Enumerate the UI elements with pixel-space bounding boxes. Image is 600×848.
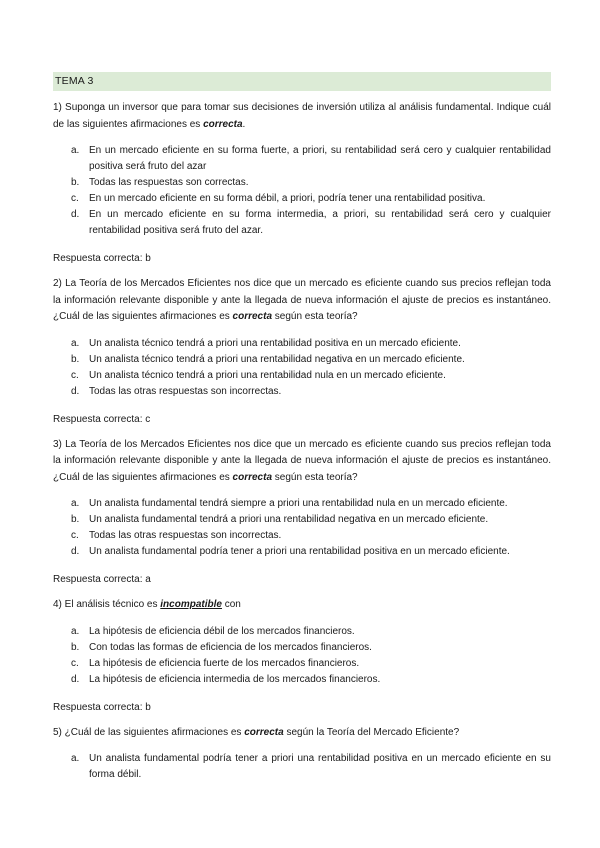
option-item: a. Un analista técnico tendrá a priori una rentabilidad positiva en un mercado eficiente.	[71, 337, 461, 349]
answer-text: Respuesta correcta: c	[53, 413, 151, 425]
question-text: 1) Suponga un inversor que para tomar sus decisiones de inversión utiliza al análisis fundamental. Indique cuál de las siguientes afirmaciones es correcta.	[53, 102, 551, 130]
question-block	[53, 725, 551, 784]
option-item: b. Un analista fundamental tendrá a priori una rentabilidad negativa en un mercado eficiente.	[71, 514, 489, 525]
options-list	[53, 143, 551, 239]
question-block	[53, 100, 551, 267]
answer-text: Respuesta correcta: b	[53, 701, 151, 713]
options-list	[53, 336, 551, 400]
option-item: a. Un analista fundamental podría tener a priori una rentabilidad positiva en un mercado eficiente en su forma débil.	[71, 753, 551, 780]
option-item: b. Todas las respuestas son correctas.	[71, 177, 249, 188]
option-item: d. Un analista fundamental podría tener a priori una rentabilidad positiva en un mercado eficiente.	[71, 546, 510, 557]
document-page	[53, 72, 551, 783]
option-item: c. Un analista técnico tendrá a priori una rentabilidad nula en un mercado eficiente.	[71, 369, 446, 381]
question-block	[53, 437, 551, 589]
option-item: d. En un mercado eficiente en su forma intermedia, a priori, su rentabilidad será cero y cualquier rentabilidad positiva será fruto del azar.	[71, 209, 551, 236]
question-block	[53, 276, 551, 428]
question-text: 3) La Teoría de los Mercados Eficientes nos dice que un mercado es eficiente cuando sus precios reflejan toda la información relevante disponible y ante la llegada de nueva información el ajuste de precios es instantáneo. ¿Cuál de las siguientes afirmaciones es correcta según esta teoría?	[53, 438, 551, 483]
question-text: 2) La Teoría de los Mercados Eficientes nos dice que un mercado es eficiente cuando sus precios reflejan toda la información relevante disponible y ante la llegada de nueva información el ajuste de precios es instantáneo. ¿Cuál de las siguientes afirmaciones es correcta según esta teoría?	[53, 278, 551, 322]
options-list	[53, 751, 551, 783]
emphasis-text: correcta	[244, 726, 284, 738]
section-title: TEMA 3	[53, 72, 551, 91]
answer-text: Respuesta correcta: b	[53, 253, 151, 264]
emphasis-text: correcta	[232, 311, 272, 322]
answer-text: Respuesta correcta: a	[53, 574, 151, 585]
option-item: a. En un mercado eficiente en su forma fuerte, a priori, su rentabilidad será cero y cualquier rentabilidad positiva será fruto del azar	[71, 145, 551, 172]
emphasis-text: correcta	[232, 471, 272, 483]
option-item: b. Un analista técnico tendrá a priori una rentabilidad negativa en un mercado eficiente.	[71, 353, 465, 365]
options-list	[53, 496, 551, 560]
option-item: c. Todas las otras respuestas son incorrectas.	[71, 530, 282, 541]
option-item: a. Un analista fundamental tendrá siempre a priori una rentabilidad nula en un mercado eficiente.	[71, 498, 508, 509]
question-block	[53, 597, 551, 716]
emphasis-text: incompatible	[160, 599, 222, 610]
option-item: d. Todas las otras respuestas son incorrectas.	[71, 385, 282, 397]
option-item: d. La hipótesis de eficiencia intermedia de los mercados financieros.	[71, 673, 381, 685]
option-item: b. Con todas las formas de eficiencia de los mercados financieros.	[71, 641, 372, 653]
option-item: c. La hipótesis de eficiencia fuerte de los mercados financieros.	[71, 657, 360, 669]
option-item: a. La hipótesis de eficiencia débil de los mercados financieros.	[71, 625, 355, 637]
emphasis-text: correcta	[203, 118, 243, 130]
options-list	[53, 624, 551, 688]
question-text: 4) El análisis técnico es incompatible con	[53, 599, 241, 610]
option-item: c. En un mercado eficiente en su forma débil, a priori, podría tener una rentabilidad positiva.	[71, 193, 486, 204]
question-text: 5) ¿Cuál de las siguientes afirmaciones es correcta según la Teoría del Mercado Eficiente?	[53, 726, 460, 738]
